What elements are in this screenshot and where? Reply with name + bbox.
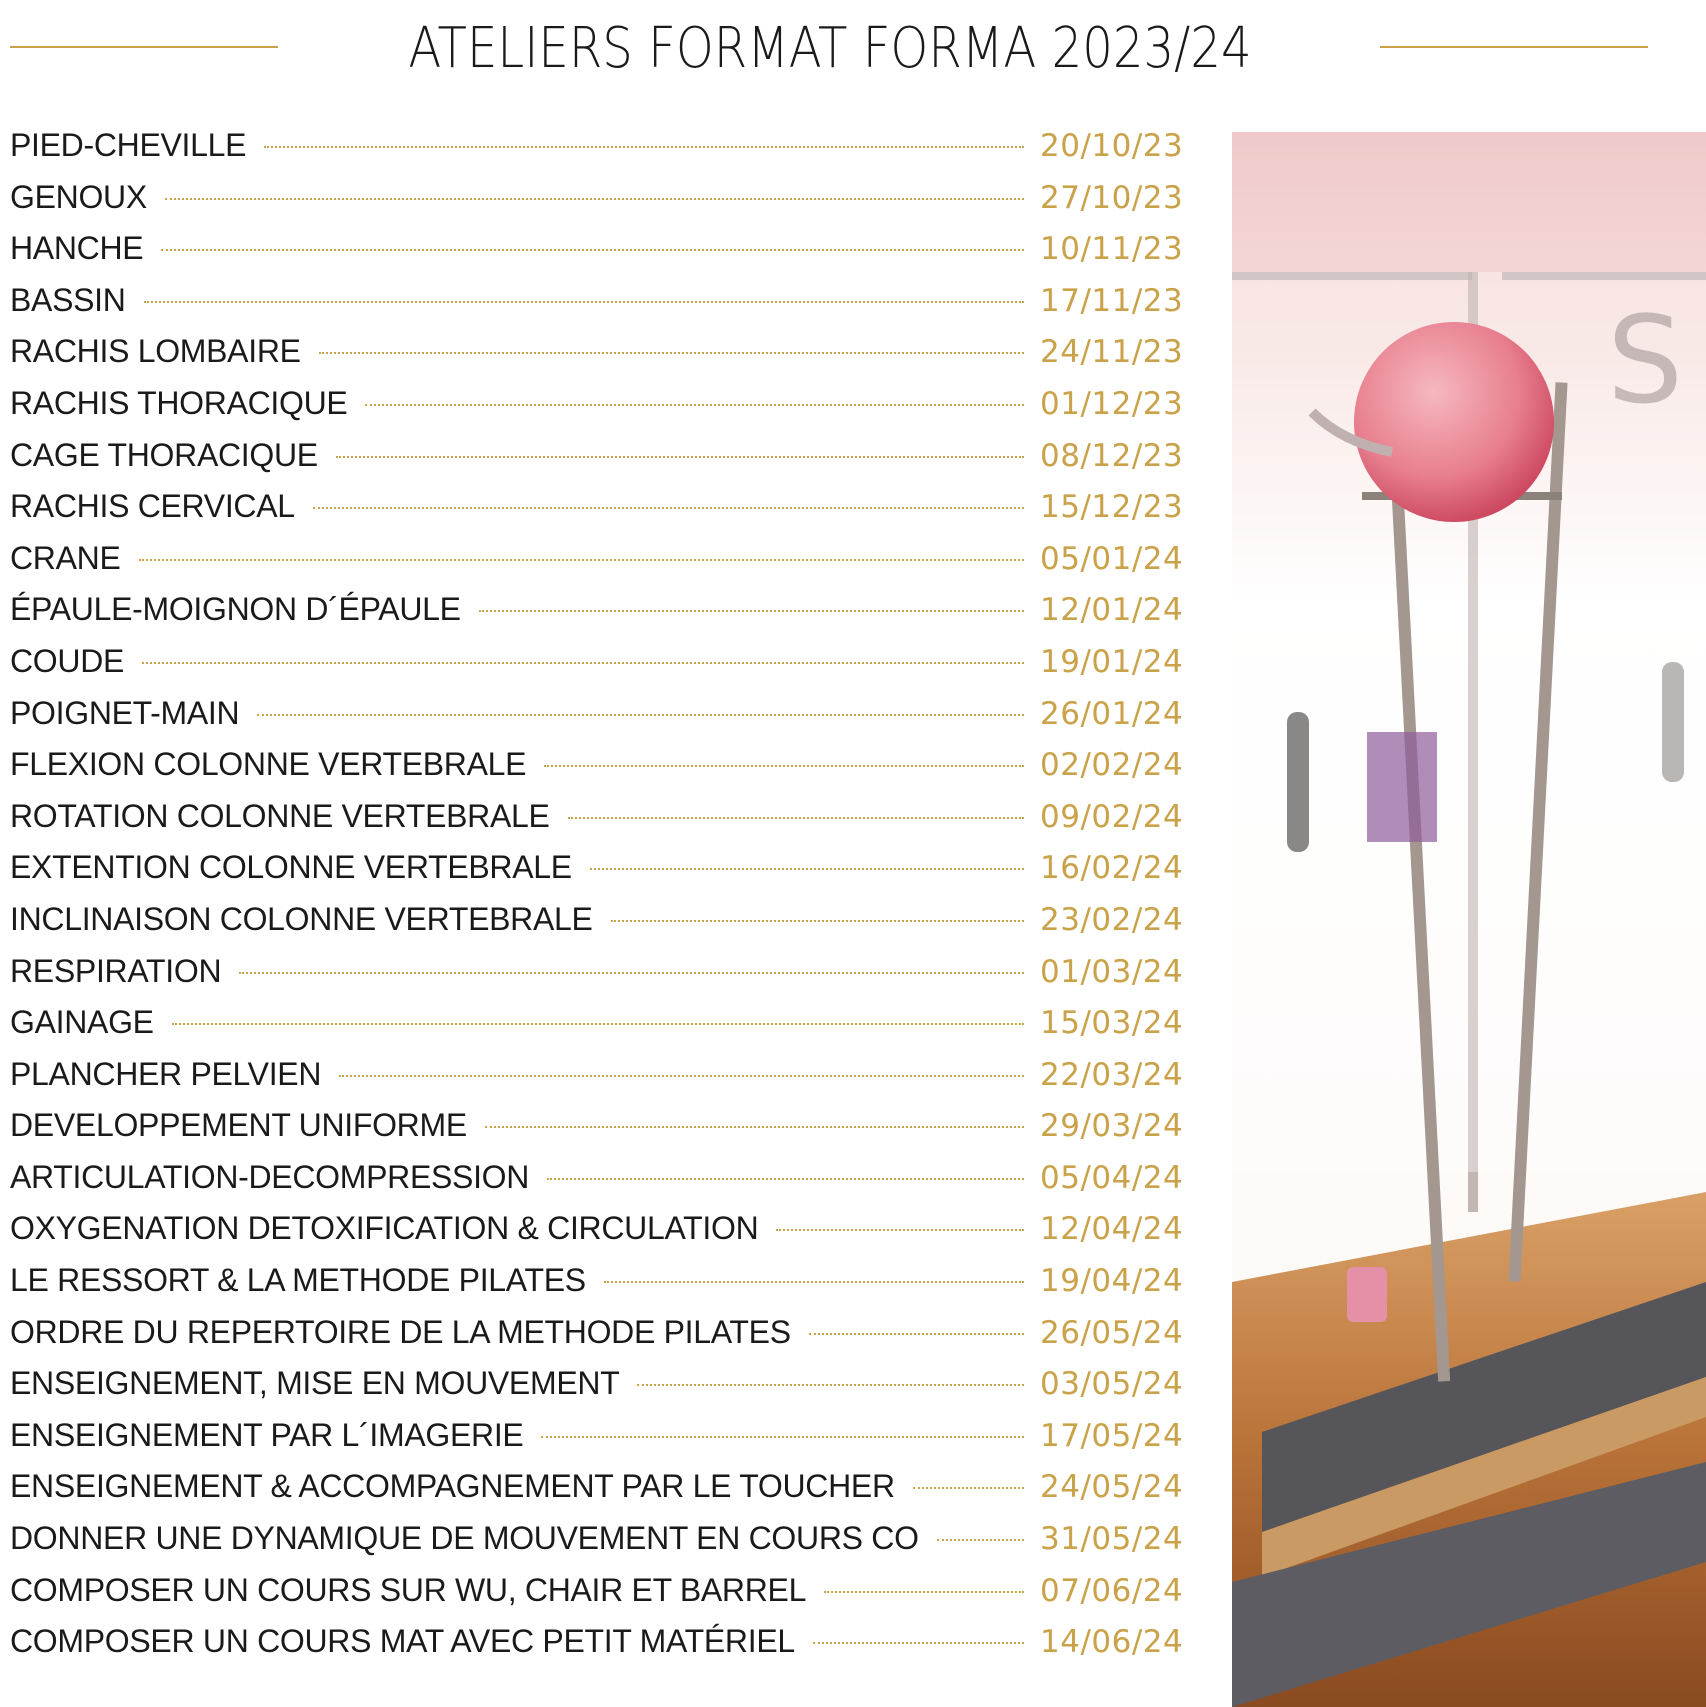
dotted-leader bbox=[544, 765, 1024, 767]
workshop-row bbox=[10, 1565, 1190, 1617]
workshop-label: COMPOSER UN COURS SUR WU, CHAIR ET BARREL bbox=[10, 1571, 807, 1608]
workshop-row bbox=[10, 326, 1190, 378]
workshop-list bbox=[10, 120, 1190, 1668]
dotted-leader bbox=[336, 456, 1024, 458]
workshop-date: 29/03/24 bbox=[1040, 1108, 1184, 1145]
workshop-date: 02/02/24 bbox=[1040, 747, 1184, 784]
dotted-leader bbox=[824, 1591, 1024, 1593]
workshop-date: 24/05/24 bbox=[1040, 1469, 1184, 1506]
workshop-row bbox=[10, 172, 1190, 224]
workshop-date: 17/05/24 bbox=[1040, 1417, 1184, 1454]
dotted-leader bbox=[319, 352, 1024, 354]
workshop-row bbox=[10, 791, 1190, 843]
svg-text:S: S bbox=[1607, 292, 1684, 431]
dotted-leader bbox=[144, 301, 1024, 303]
workshop-row bbox=[10, 120, 1190, 172]
workshop-date: 14/06/24 bbox=[1040, 1624, 1184, 1661]
dotted-leader bbox=[257, 714, 1024, 716]
workshop-label: CRANE bbox=[10, 539, 121, 576]
workshop-date: 19/01/24 bbox=[1040, 643, 1184, 680]
workshop-label: HANCHE bbox=[10, 230, 144, 267]
workshop-date: 17/11/23 bbox=[1040, 282, 1184, 319]
workshop-label: POIGNET-MAIN bbox=[10, 694, 240, 731]
pilates-studio-photo bbox=[1232, 132, 1706, 1707]
workshop-row bbox=[10, 223, 1190, 275]
workshop-date: 15/12/23 bbox=[1040, 489, 1184, 526]
workshop-date: 12/01/24 bbox=[1040, 592, 1184, 629]
workshop-label: ENSEIGNEMENT & ACCOMPAGNEMENT PAR LE TOUCHER bbox=[10, 1468, 895, 1505]
workshop-row bbox=[10, 1410, 1190, 1462]
dotted-leader bbox=[776, 1229, 1024, 1231]
dotted-leader bbox=[813, 1642, 1024, 1644]
workshop-label: COUDE bbox=[10, 642, 125, 679]
workshop-date: 26/05/24 bbox=[1040, 1314, 1184, 1351]
workshop-row bbox=[10, 430, 1190, 482]
workshop-row bbox=[10, 1255, 1190, 1307]
studio-illustration bbox=[1232, 132, 1706, 1707]
dotted-leader bbox=[913, 1487, 1024, 1489]
workshop-label: RACHIS THORACIQUE bbox=[10, 384, 348, 421]
workshop-label: EXTENTION COLONNE VERTEBRALE bbox=[10, 849, 572, 886]
workshop-row bbox=[10, 1152, 1190, 1204]
dotted-leader bbox=[313, 507, 1024, 509]
workshop-label: ENSEIGNEMENT PAR L´IMAGERIE bbox=[10, 1416, 524, 1453]
workshop-row bbox=[10, 1100, 1190, 1152]
dotted-leader bbox=[809, 1333, 1024, 1335]
workshop-label: ORDRE DU REPERTOIRE DE LA METHODE PILATES bbox=[10, 1313, 791, 1350]
workshop-row bbox=[10, 636, 1190, 688]
workshop-label: OXYGENATION DETOXIFICATION & CIRCULATION bbox=[10, 1210, 759, 1247]
dotted-leader bbox=[172, 1023, 1024, 1025]
dotted-leader bbox=[239, 972, 1024, 974]
workshop-row bbox=[10, 1616, 1190, 1668]
workshop-row bbox=[10, 275, 1190, 327]
workshop-label: DEVELOPPEMENT UNIFORME bbox=[10, 1107, 467, 1144]
workshop-row bbox=[10, 946, 1190, 998]
workshop-label: RACHIS CERVICAL bbox=[10, 488, 295, 525]
dotted-leader bbox=[139, 559, 1024, 561]
workshop-label: RESPIRATION bbox=[10, 952, 222, 989]
workshop-date: 19/04/24 bbox=[1040, 1263, 1184, 1300]
workshop-row bbox=[10, 584, 1190, 636]
workshop-label: BASSIN bbox=[10, 281, 126, 318]
workshop-date: 09/02/24 bbox=[1040, 798, 1184, 835]
workshop-date: 05/01/24 bbox=[1040, 540, 1184, 577]
dotted-leader bbox=[611, 920, 1024, 922]
workshop-date: 27/10/23 bbox=[1040, 179, 1184, 216]
workshop-date: 20/10/23 bbox=[1040, 128, 1184, 164]
workshop-date: 22/03/24 bbox=[1040, 1056, 1184, 1093]
workshop-date: 24/11/23 bbox=[1040, 334, 1184, 371]
workshop-date: 10/11/23 bbox=[1040, 231, 1184, 268]
dotted-leader bbox=[339, 1075, 1024, 1077]
workshop-date: 07/06/24 bbox=[1040, 1572, 1184, 1609]
workshop-date: 15/03/24 bbox=[1040, 1005, 1184, 1042]
workshop-label: ROTATION COLONNE VERTEBRALE bbox=[10, 797, 550, 834]
workshop-label: PIED-CHEVILLE bbox=[10, 127, 247, 163]
dotted-leader bbox=[161, 249, 1024, 251]
dotted-leader bbox=[547, 1178, 1024, 1180]
title-rule-right bbox=[1380, 46, 1648, 48]
workshop-date: 26/01/24 bbox=[1040, 695, 1184, 732]
workshop-row bbox=[10, 1049, 1190, 1101]
workshop-date: 12/04/24 bbox=[1040, 1211, 1184, 1248]
dotted-leader bbox=[264, 146, 1024, 148]
workshop-label: COMPOSER UN COURS MAT AVEC PETIT MATÉRIEL bbox=[10, 1623, 795, 1660]
workshop-label: ENSEIGNEMENT, MISE EN MOUVEMENT bbox=[10, 1365, 620, 1402]
workshop-row bbox=[10, 378, 1190, 430]
workshop-row bbox=[10, 688, 1190, 740]
dotted-leader bbox=[479, 610, 1024, 612]
workshop-label: RACHIS LOMBAIRE bbox=[10, 333, 301, 370]
workshop-row bbox=[10, 997, 1190, 1049]
workshop-row bbox=[10, 481, 1190, 533]
workshop-date: 05/04/24 bbox=[1040, 1159, 1184, 1196]
dotted-leader bbox=[604, 1281, 1024, 1283]
workshop-row bbox=[10, 739, 1190, 791]
workshop-date: 08/12/23 bbox=[1040, 437, 1184, 474]
dotted-leader bbox=[590, 868, 1024, 870]
dotted-leader bbox=[937, 1539, 1024, 1541]
dotted-leader bbox=[365, 404, 1024, 406]
workshop-label: LE RESSORT & LA METHODE PILATES bbox=[10, 1262, 586, 1299]
workshop-row bbox=[10, 842, 1190, 894]
workshop-date: 31/05/24 bbox=[1040, 1521, 1184, 1558]
workshop-date: 01/12/23 bbox=[1040, 385, 1184, 422]
workshop-label: ARTICULATION-DECOMPRESSION bbox=[10, 1158, 530, 1195]
workshop-label: GENOUX bbox=[10, 178, 147, 215]
workshop-label: CAGE THORACIQUE bbox=[10, 436, 318, 473]
workshop-date: 01/03/24 bbox=[1040, 953, 1184, 990]
workshop-row bbox=[10, 1203, 1190, 1255]
workshop-row bbox=[10, 1358, 1190, 1410]
workshop-row bbox=[10, 894, 1190, 946]
workshop-label: INCLINAISON COLONNE VERTEBRALE bbox=[10, 900, 593, 937]
workshop-date: 03/05/24 bbox=[1040, 1366, 1184, 1403]
workshop-row bbox=[10, 1513, 1190, 1565]
workshop-label: PLANCHER PELVIEN bbox=[10, 1055, 322, 1092]
workshop-row bbox=[10, 533, 1190, 585]
workshop-label: FLEXION COLONNE VERTEBRALE bbox=[10, 746, 527, 783]
dotted-leader bbox=[541, 1436, 1024, 1438]
workshop-label: GAINAGE bbox=[10, 1004, 154, 1041]
workshop-row bbox=[10, 1461, 1190, 1513]
dotted-leader bbox=[165, 198, 1024, 200]
workshop-label: DONNER UNE DYNAMIQUE DE MOUVEMENT EN COURS CO bbox=[10, 1520, 919, 1557]
page-title: ATELIERS FORMAT FORMA 2023/24 bbox=[408, 16, 1252, 81]
dotted-leader bbox=[485, 1126, 1024, 1128]
dotted-leader bbox=[637, 1384, 1024, 1386]
workshop-row bbox=[10, 1307, 1190, 1359]
dotted-leader bbox=[142, 662, 1024, 664]
workshop-date: 23/02/24 bbox=[1040, 901, 1184, 938]
workshop-label: ÉPAULE-MOIGNON D´ÉPAULE bbox=[10, 591, 461, 628]
dotted-leader bbox=[568, 817, 1024, 819]
workshop-date: 16/02/24 bbox=[1040, 850, 1184, 887]
